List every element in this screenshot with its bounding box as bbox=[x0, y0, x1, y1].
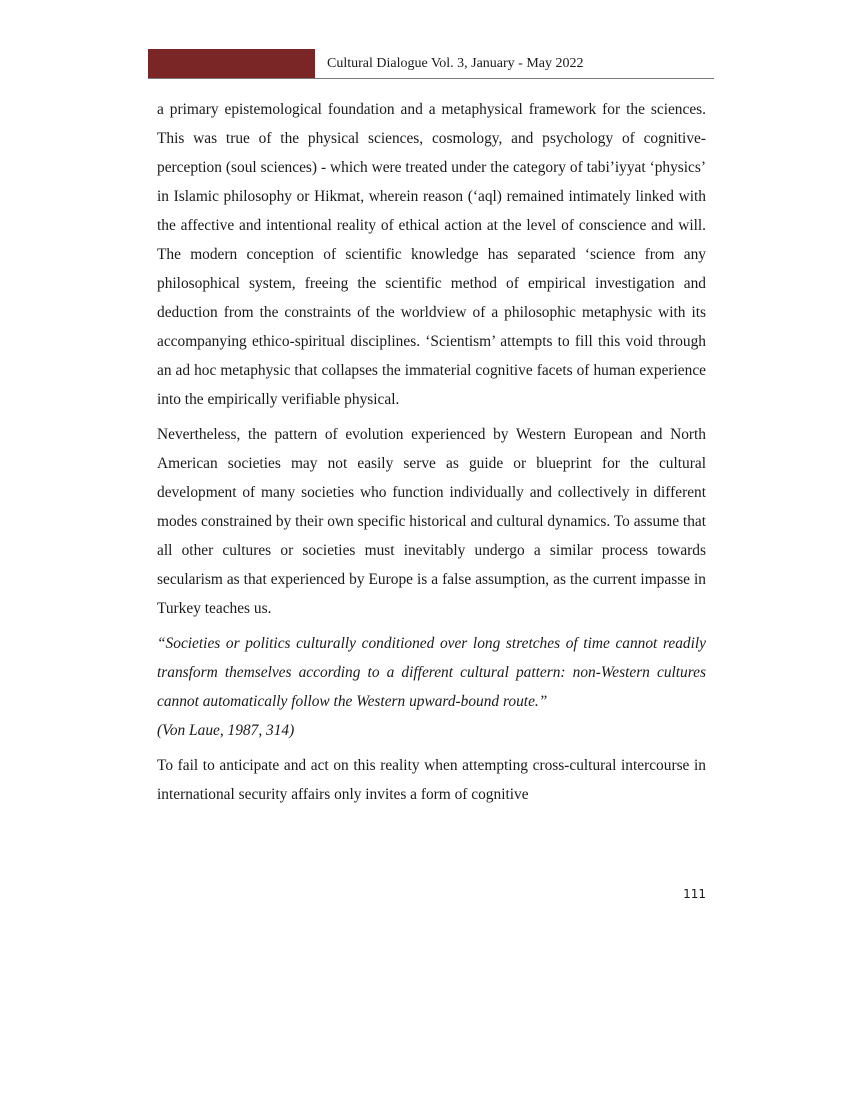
quote-citation: (Von Laue, 1987, 314) bbox=[157, 722, 295, 739]
header-accent-bar bbox=[148, 49, 315, 78]
quote-text: “Societies or politics culturally conditioned over long stretches of time cannot readily transform themselves according to a different cultural pattern: non-Western cultures cannot automatically follow the Western upward-bound route.” bbox=[157, 635, 706, 710]
body-paragraph: To fail to anticipate and act on this reality when attempting cross-cultural intercourse in international security affairs only invites a form of cognitive bbox=[157, 757, 706, 803]
journal-header: Cultural Dialogue Vol. 3, January - May 2022 bbox=[327, 56, 584, 71]
header-divider bbox=[148, 78, 714, 79]
page-body bbox=[157, 95, 706, 815]
block-quote bbox=[157, 629, 706, 745]
page-number: 111 bbox=[683, 887, 706, 901]
body-paragraph: a primary epistemological foundation and a metaphysical framework for the sciences. This was true of the physical sciences, cosmology, and psychology of cognitive-perception (soul sciences) - which were treated under the category of tabi’iyyat ‘physics’ in Islamic philosophy or Hikmat, wherein reason (‘aql) remained intimately linked with the affective and intentional reality of ethical action at the level of conscience and will. The modern conception of scientific knowledge has separated ‘science from any philosophical system, freeing the scientific method of empirical investigation and deduction from the constraints of the worldview of a philosophic metaphysic with its accompanying ethico-spiritual disciplines. ‘Scientism’ attempts to fill this void through an ad hoc metaphysic that collapses the immaterial cognitive facets of human experience into the empirically verifiable physical. bbox=[157, 101, 706, 408]
body-paragraph: Nevertheless, the pattern of evolution experienced by Western European and North American societies may not easily serve as guide or blueprint for the cultural development of many societies who function individually and collectively in different modes constrained by their own specific historical and cultural dynamics. To assume that all other cultures or societies must inevitably undergo a similar process towards secularism as that experienced by Europe is a false assumption, as the current impasse in Turkey teaches us. bbox=[157, 426, 706, 617]
